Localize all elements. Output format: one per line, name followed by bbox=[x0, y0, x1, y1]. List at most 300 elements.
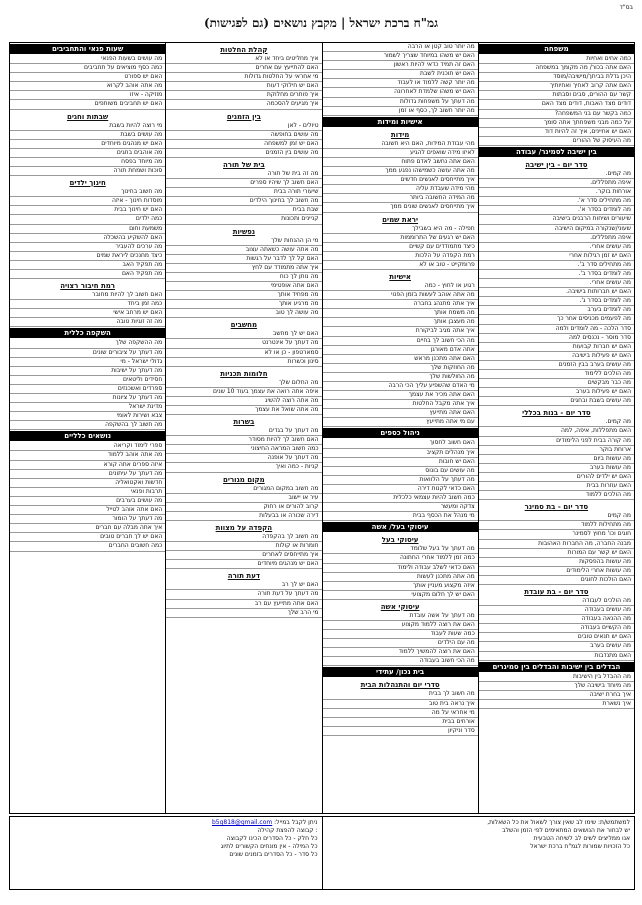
topic-question: מה עושים עם בונוס bbox=[323, 467, 478, 476]
topic-question: איפה מתפללים. bbox=[479, 179, 634, 188]
topic-question: מה קמים. bbox=[479, 170, 634, 179]
topic-section bbox=[10, 176, 165, 279]
topic-section bbox=[10, 430, 165, 551]
topic-question: סמארטפון - כן או לא bbox=[166, 349, 321, 358]
topic-section bbox=[166, 473, 321, 521]
section-heading: נושאים כלליים bbox=[10, 431, 165, 441]
topic-question: כמה ילדים bbox=[10, 215, 165, 224]
topic-question: קרוב להורים או רחוק bbox=[166, 503, 321, 512]
footer-line bbox=[14, 851, 318, 859]
topic-question: מה עושים בעבודה bbox=[479, 606, 634, 615]
section-heading: עיסוקי בעל/ אשה bbox=[323, 522, 478, 532]
footer-line bbox=[14, 835, 318, 843]
topic-question: לאיזו מידה שואפים להגיע bbox=[323, 149, 478, 158]
topic-question: מה דעתך על דעת תורה bbox=[166, 590, 321, 599]
topic-question: היכן גדלת בביתך/מישיבה/מוסד bbox=[479, 73, 634, 82]
topic-question: האם יש חילוקי דעות bbox=[166, 82, 321, 91]
topic-question: כמה שעות לעבוד bbox=[323, 630, 478, 639]
topic-question: מה מעצבן אותך bbox=[323, 318, 478, 327]
topic-question: סינון וכשרות bbox=[166, 358, 321, 367]
topic-column bbox=[322, 43, 478, 813]
topic-question: מה אתה שואל את עצמך bbox=[166, 406, 321, 415]
section-heading: אישיות ומידות bbox=[323, 117, 478, 127]
section-heading: נפשיות bbox=[232, 227, 256, 236]
topic-question: האם אתה מתייעץ עם רב bbox=[166, 600, 321, 609]
page-title: גמ"ח ברכת ישראל | מקבץ נושאים (גם לפגישות) bbox=[203, 16, 439, 30]
section-heading: דעת תורה bbox=[227, 572, 260, 581]
topic-question: האם יש ספורט bbox=[10, 73, 165, 82]
topic-question: מה ערכים להעביר bbox=[10, 243, 165, 252]
footer-notes bbox=[322, 817, 635, 889]
topic-question: האם יש חובות bbox=[323, 458, 478, 467]
topic-section bbox=[166, 521, 321, 569]
topic-question: איך מגיעים להסכמה bbox=[166, 100, 321, 109]
topic-question: האם להשקיע בהשכלה bbox=[10, 234, 165, 243]
topic-question: עיר או יישוב bbox=[166, 494, 321, 503]
topic-question: מה הקשיים בעבודה bbox=[479, 624, 634, 633]
topic-question: מבנה החברה, מה החברות האהובות bbox=[479, 540, 634, 549]
topic-question: האם יש משהו שלמדת לאחרונה bbox=[323, 88, 478, 97]
topic-question: מה ההנאה בעבודה bbox=[479, 615, 634, 624]
topic-section bbox=[479, 146, 634, 158]
section-heading: רמת חיבור רצויה bbox=[60, 282, 115, 291]
topic-question: מה משמח אותך bbox=[323, 309, 478, 318]
topic-question: האם אתה נחשב לאדם פתוח bbox=[323, 158, 478, 167]
topic-question: האם כדאי לקנות דירה bbox=[323, 485, 478, 494]
topic-question: האם יש חברות קבועות bbox=[479, 343, 634, 352]
section-heading: בין הזמנים bbox=[226, 112, 261, 121]
topic-question: סדר הלכה - מה לומדים ולמה bbox=[479, 325, 634, 334]
topic-question: מה עושים בחופשה bbox=[166, 131, 321, 140]
topic-question: האם יש לך חברים טובים bbox=[10, 533, 165, 542]
topic-question: מי האדם שהשפיע עליך הכי הרבה bbox=[323, 382, 478, 391]
topic-question: מה מיוחד בפסח bbox=[10, 158, 165, 167]
topic-section bbox=[323, 43, 478, 116]
topic-question: מה יותר חשוב לך, כסף או זמן bbox=[323, 107, 478, 116]
section-heading: סדרי יום והתנהלות הבית bbox=[360, 681, 440, 690]
topic-question: האם יש זמן רגילות אחרי bbox=[479, 252, 634, 261]
document-page bbox=[9, 4, 633, 894]
topic-question: האם אתה אוהב לטייל bbox=[10, 506, 165, 515]
topic-question: איך אתה מתמודד עם לחץ bbox=[166, 264, 321, 273]
topic-question: מה החולשות שלך bbox=[323, 373, 478, 382]
topic-question: האם כדאי לשלב עבודה ולימוד bbox=[323, 564, 478, 573]
section-heading: יראת שמים bbox=[382, 215, 419, 224]
topic-question: מה עושים בשבת bbox=[10, 131, 165, 140]
topic-question: האם יש משהו במיוחד שצריך לשמור bbox=[323, 52, 478, 61]
topic-question: על כמה מבני משפחתך אתה סומך bbox=[479, 119, 634, 128]
section-heading: ניהול כספים bbox=[323, 428, 478, 438]
contact-email-link[interactable]: b5g818@gmail.com bbox=[211, 819, 273, 826]
topics-grid bbox=[9, 42, 635, 814]
section-heading: שבתות וחגים bbox=[66, 112, 109, 121]
topic-question: מה כבר מבקשים bbox=[479, 379, 634, 388]
topic-question: איך אתה מתנהג בחברה bbox=[323, 300, 478, 309]
topic-question: האם אתה אופטימי bbox=[166, 282, 321, 291]
topic-question: כיצד מתמודדים עם קשיים bbox=[323, 243, 478, 252]
topic-question: האם יש זמן למשפחה bbox=[166, 140, 321, 149]
topic-section bbox=[323, 213, 478, 270]
topic-question: סדר מוסר - נכנסים למה bbox=[479, 334, 634, 343]
footer bbox=[9, 816, 635, 890]
footer-line: כל הזכויות שמורות לגמ"ח ברכת ישראל bbox=[530, 843, 630, 850]
topic-section bbox=[166, 569, 321, 617]
topic-question: איך מנהלים תקציב bbox=[323, 449, 478, 458]
topic-question: מה לומדים בסדר א'. bbox=[479, 206, 634, 215]
topic-question: מה זה בית של תורה bbox=[166, 170, 321, 179]
topic-question: האם יש ילדים להורים bbox=[479, 473, 634, 482]
footer-line: למשתמש/ת: שימו לב שאין צורך לשאול את כל השאלות, bbox=[487, 819, 630, 826]
topic-question: כמה חשוב המראה החיצוני bbox=[166, 445, 321, 454]
topic-question: האם הולכות לחוגים bbox=[479, 576, 634, 585]
topic-question: האם יש תחביבים משותפים bbox=[10, 100, 165, 109]
topic-section bbox=[323, 533, 478, 600]
topic-question: מוזיקה - איזו bbox=[10, 91, 165, 100]
section-heading: סדר יום - בת סמינר bbox=[524, 503, 589, 512]
section-heading: סדר יום - בת עובדת bbox=[524, 587, 589, 596]
topic-question: מה מיוחד בישיבה שלך bbox=[479, 682, 634, 691]
section-heading: בין ישיבה לסמינר/ עבודה bbox=[479, 147, 634, 157]
section-heading: אישיות bbox=[389, 272, 411, 281]
topic-question: סדר וניקיון bbox=[323, 727, 478, 736]
topic-question: מה עושים בערב bbox=[479, 642, 634, 651]
topic-question: מה דעתך על משפחות גדולות bbox=[323, 98, 478, 107]
topic-question: מה אתה מתכנן לעשות bbox=[323, 573, 478, 582]
topic-question: מה אתה אוהב ללמוד bbox=[10, 451, 165, 460]
topic-question: מה קמים. bbox=[479, 418, 634, 427]
topic-question: איפה אתה רואה את עצמך בעוד 10 שנים bbox=[166, 388, 321, 397]
footer-line bbox=[14, 843, 318, 851]
topic-question: סוכות ושמחת תורה bbox=[10, 167, 165, 176]
footer-line-text: כל סדר - כל הסדרים בזמנים שונים bbox=[229, 851, 318, 858]
topic-question: מה תפקיד האם bbox=[10, 270, 165, 279]
topic-question: מה ההשקפה שלך bbox=[10, 339, 165, 348]
topic-question: רגוע או לחוץ - כמה bbox=[323, 282, 478, 291]
topic-question: מה החוזקות שלך bbox=[323, 364, 478, 373]
topic-question: מה הולכים ללמוד bbox=[479, 491, 634, 500]
topic-question: טיולים - לאן bbox=[166, 122, 321, 131]
topic-question: איפה מתפללים. bbox=[479, 234, 634, 243]
topic-question: האם חשוב לך להיות מסודר bbox=[166, 436, 321, 445]
section-heading: חינוך ילדים bbox=[69, 179, 106, 188]
topic-question: כמה בקשר עם בני המשפחה? bbox=[479, 110, 634, 119]
topic-question: מה יותר טוב קטן או הרבה bbox=[323, 43, 478, 52]
topic-question: מה יותר קשה ללמוד או לעבוד bbox=[323, 79, 478, 88]
topic-question: האם יש לך חלום מקצועי bbox=[323, 591, 478, 600]
topic-question: האם אתה מתכנן מראש bbox=[323, 355, 478, 364]
footer-line-text: כל המילה - אין מונחים הקשורים לתיוג bbox=[220, 843, 318, 850]
topic-question: מה לומדים בסדר ג'. bbox=[479, 297, 634, 306]
topic-question: מה חשוב במקום המגורים bbox=[166, 485, 321, 494]
topic-section bbox=[10, 279, 165, 327]
topic-section bbox=[166, 367, 321, 415]
topic-section bbox=[323, 270, 478, 428]
topic-question: מה דעתך על בגדים bbox=[166, 427, 321, 436]
topic-question: מה דעתך על אופנה bbox=[166, 454, 321, 463]
topic-question: כמה זמן ביחד bbox=[10, 300, 165, 309]
topic-question: האם זה תמיד כדאי להיות ראשון bbox=[323, 61, 478, 70]
topic-section bbox=[479, 585, 634, 661]
topic-question: מה העיסוק של ההורים bbox=[479, 137, 634, 146]
topic-question: מה הכי חשוב לך בחיים bbox=[323, 337, 478, 346]
section-heading: בית נכון/ עתידי bbox=[323, 667, 478, 677]
topic-question: מה עושות בערב bbox=[479, 464, 634, 473]
topic-question: האם מתנדבות bbox=[479, 652, 634, 661]
topic-question: מי אחראי על החלטות גדולות bbox=[166, 73, 321, 82]
topic-question: מה אוהבים בחגים bbox=[10, 149, 165, 158]
topic-question: איך מחליטים ביחד או לא bbox=[166, 55, 321, 64]
topic-question: קניות - כמה ואיך bbox=[166, 463, 321, 472]
topic-section bbox=[323, 600, 478, 667]
footer-line bbox=[14, 827, 318, 835]
topic-question: מה החלום שלך bbox=[166, 379, 321, 388]
topic-question: מה עושות אחרי הלימודים bbox=[479, 567, 634, 576]
topic-question: מה עושים בין הזמנים bbox=[166, 149, 321, 158]
topic-section bbox=[479, 43, 634, 146]
topic-question: האם קל לך לדבר על רגשות bbox=[166, 255, 321, 264]
topic-question: מה מפחיד אותך bbox=[166, 291, 321, 300]
footer-line-text: ניתן לקבל במייל: bbox=[272, 819, 318, 826]
topic-question: מה דעתך על אינטרנט bbox=[166, 339, 321, 348]
topic-question: האם את רוצה ללמוד מקצוע bbox=[323, 621, 478, 630]
topic-question: שיעורי תורה בבית bbox=[166, 188, 321, 197]
topic-question: מה עושים בערבים bbox=[10, 497, 165, 506]
topic-question: האם יש תנאים טובים bbox=[479, 633, 634, 642]
topic-question: האם את רוצה להמשיך ללמוד bbox=[323, 648, 478, 657]
topic-question: דירה שכורה או בבעלות bbox=[166, 512, 321, 521]
topic-question: תפילה - מה היא בשבילך bbox=[323, 225, 478, 234]
topic-question: מה תפקיד האב bbox=[10, 261, 165, 270]
topic-question: שעוני/שנקורה במיקום הישיבה bbox=[479, 225, 634, 234]
topic-question: מה קמים bbox=[479, 512, 634, 521]
footer-contact bbox=[10, 817, 322, 889]
section-heading: סדר יום - בין ישיבה bbox=[525, 160, 588, 169]
footer-line-text: : קבוצה להפצת קהילה bbox=[257, 827, 318, 834]
topic-question: מה הולכים לעבודה bbox=[479, 597, 634, 606]
topic-section bbox=[323, 128, 478, 213]
topic-section bbox=[166, 415, 321, 472]
topic-question: איך אתה מקבל החלטות bbox=[323, 400, 478, 409]
topic-section bbox=[10, 43, 165, 110]
topic-question: איך אתה מבלה עם חברים bbox=[10, 524, 165, 533]
topic-question: מי רוצה להיות בשבת bbox=[10, 122, 165, 131]
topic-question: מה ההבדל בין הישיבות bbox=[479, 673, 634, 682]
topic-question: האם להתייעץ עם אחרים bbox=[166, 64, 321, 73]
topic-question: קשר עם ההורים, סבים וסבתות bbox=[479, 91, 634, 100]
topic-question: מה דעתך על ישיבות bbox=[10, 367, 165, 376]
topic-column bbox=[478, 43, 634, 813]
topic-section bbox=[166, 43, 321, 110]
topic-question: האם עוזרות בבית bbox=[479, 482, 634, 491]
topic-column bbox=[10, 43, 165, 813]
footer-line: יש לבחור את הנושאים המתאימים לפי הזמן והשלב bbox=[502, 827, 630, 834]
topic-question: מה עם הילדים bbox=[323, 639, 478, 648]
topic-question: מה דעתך על אשה עובדת bbox=[323, 612, 478, 621]
topic-question: מה עושות בהפסקות bbox=[479, 558, 634, 567]
topic-section bbox=[323, 666, 478, 678]
topic-question: כיצד מחנכים ליראת שמים bbox=[10, 252, 165, 261]
topic-question: מה חשוב לך בהקפדה bbox=[166, 533, 321, 542]
topic-question: האם יש פעילות בישיבה bbox=[479, 352, 634, 361]
topic-question: מה אתה רוצה להשיג bbox=[166, 397, 321, 406]
topic-question: מי אחראי על מה bbox=[323, 709, 478, 718]
topic-question: כמה זמן ללמוד אחרי החתונה bbox=[323, 554, 478, 563]
topic-question: כמה חשוב להיות עצמאי כלכלית bbox=[323, 494, 478, 503]
topic-question: דודים מצד האבות, דודים מצד האם bbox=[479, 100, 634, 109]
topic-question: האם יש מנהגים מיוחדים bbox=[166, 560, 321, 569]
topic-question: מה לומדים בערב bbox=[479, 306, 634, 315]
topic-section bbox=[166, 110, 321, 158]
topic-question: מה נותן לך כוח bbox=[166, 273, 321, 282]
topic-question: האם יש לך מחשב bbox=[166, 330, 321, 339]
topic-question: תרבות ופנאי bbox=[10, 488, 165, 497]
section-heading: קהלת החלטות bbox=[220, 46, 268, 54]
topic-question: מה מתחילות ללמוד bbox=[479, 521, 634, 530]
topic-question: גדולי ישראל - מי bbox=[10, 358, 165, 367]
topic-question: מה עושים אחרי. bbox=[479, 279, 634, 288]
topic-question: האם אתה קרוב לאחיך ואחיותיך bbox=[479, 82, 634, 91]
topic-question: איך מתייחסים לאחרים bbox=[166, 551, 321, 560]
topic-question: האם יש קשר עם המורות bbox=[479, 549, 634, 558]
topic-question: מה אתה עושה כשמישהו נפגע ממך bbox=[323, 167, 478, 176]
topic-question: האם יש פעילות בערב bbox=[479, 388, 634, 397]
topic-question: אתה אדם מאורגן bbox=[323, 346, 478, 355]
topic-section bbox=[10, 110, 165, 177]
topic-question: כמה כסף מוציאים על תחביבים bbox=[10, 64, 165, 73]
topic-question: איך נראה בית טוב bbox=[323, 700, 478, 709]
topic-question: מה מתחילים סדר ב'. bbox=[479, 261, 634, 270]
topic-question: איך בחרת ישיבה bbox=[479, 691, 634, 700]
topic-question: האם מתפללות, איפה, למה bbox=[479, 427, 634, 436]
topic-question: מה המידה החשובה ביותר bbox=[323, 194, 478, 203]
topic-question: חוגים וכו' מחוץ לסמינר bbox=[479, 530, 634, 539]
topic-question: מי הן ההנחות שלך bbox=[166, 237, 321, 246]
topic-question: מה דעתך על ציונות bbox=[10, 394, 165, 403]
topic-question: מי הרב שלך bbox=[166, 609, 321, 618]
section-heading: מקום מגורים bbox=[223, 475, 265, 484]
topic-question: מה מרגיע אותך bbox=[166, 300, 321, 309]
topic-question: אורחות בוקר. bbox=[479, 188, 634, 197]
topic-question: אורחים בבית bbox=[323, 718, 478, 727]
topic-section bbox=[323, 116, 478, 128]
footer-line-text: כל חלק - כל הסדרים הכינו לקבוצה bbox=[226, 835, 318, 842]
section-heading: משפחה bbox=[479, 44, 634, 54]
topic-question: האם יש תוכנית לשבת bbox=[323, 70, 478, 79]
topic-section bbox=[479, 500, 634, 585]
topic-question: מה קורה בבית לפני הלימודים bbox=[479, 437, 634, 446]
topic-question: פרומקייט - טוב או לא bbox=[323, 261, 478, 270]
topic-question: מה דעתך על עיתונים bbox=[10, 470, 165, 479]
topic-question: שבת בבית bbox=[166, 206, 321, 215]
section-heading: סדר יום - בנות בכללי bbox=[522, 409, 591, 418]
topic-question: האם אתה מתייעץ bbox=[323, 409, 478, 418]
section-heading: הקפדה על מצוות bbox=[215, 523, 273, 532]
topic-question: ספרי לימוד וקריאה bbox=[10, 442, 165, 451]
topic-section bbox=[166, 225, 321, 319]
topic-question: מה עושים אחרי. bbox=[479, 243, 634, 252]
topic-question: איך אתה מגיב לביקורת bbox=[323, 327, 478, 336]
topic-question: מה עושים בשעות הפנאי bbox=[10, 55, 165, 64]
topic-question: מה עושים בשבת ובחגים bbox=[479, 397, 634, 406]
section-heading: הבדלים בין ישיבות והבדלים בין סמינרים bbox=[479, 662, 634, 672]
topic-question: האם יש מנהגים מיוחדים bbox=[10, 140, 165, 149]
topic-column bbox=[165, 43, 321, 813]
topic-question: איך נשארת bbox=[479, 700, 634, 709]
topic-question: מה דעתך על הומור bbox=[10, 515, 165, 524]
topic-question: האם חשוב לך שיהיו ספרים bbox=[166, 179, 321, 188]
topic-question: האם יש לך רב bbox=[166, 581, 321, 590]
topic-question: מהי עבודת המידות, האם היא חשובה bbox=[323, 140, 478, 149]
section-heading: מחשבים bbox=[230, 321, 258, 330]
topic-question: חומרות או קולות bbox=[166, 542, 321, 551]
topic-question: עם מי אתה מתייעץ bbox=[323, 418, 478, 427]
topic-question: האם אתה מכיר את עצמך bbox=[323, 391, 478, 400]
section-heading: בית של תורה bbox=[223, 160, 265, 169]
topic-question: האם יש חינוך בבית bbox=[10, 206, 165, 215]
topic-question: איך מתייחסים לאנשים שונים ממך bbox=[323, 203, 478, 212]
topic-section bbox=[10, 327, 165, 430]
topic-question: איזה מקצוע מעניין אותך bbox=[323, 582, 478, 591]
topic-question: האם יש חברותות בישיבה. bbox=[479, 288, 634, 297]
topic-question: קניינים ותכונות bbox=[166, 215, 321, 224]
topic-question: כמה חשובים החברים bbox=[10, 542, 165, 551]
topic-question: מה אתה אוהב לקרוא bbox=[10, 82, 165, 91]
topic-question: ארוחת בוקר bbox=[479, 446, 634, 455]
section-heading: שעות פנאי והתחביבים bbox=[10, 44, 165, 54]
topic-question: מה דעתך על ציבורים שונים bbox=[10, 349, 165, 358]
topic-question: חסידים וליטאים bbox=[10, 376, 165, 385]
topic-question: איך מתייחסים לאנשים חדשים bbox=[323, 176, 478, 185]
topic-section bbox=[323, 678, 478, 735]
footer-line: אנו ממליצים לשים לב לשיחה הטבעית bbox=[533, 835, 630, 842]
section-heading: עיסוקי אשה bbox=[380, 602, 420, 611]
topic-question: מה חשוב בחינוך bbox=[10, 188, 165, 197]
topic-question: איך פותרים מחלוקת bbox=[166, 91, 321, 100]
topic-question: מה עושה לך טוב bbox=[166, 309, 321, 318]
topic-question: מה לומדים בסדר ב'. bbox=[479, 270, 634, 279]
topic-section bbox=[323, 521, 478, 533]
topic-question: איזה ספרים אתה קורא bbox=[10, 461, 165, 470]
topic-question: שיעורים ושיחות הרבנים בישיבה bbox=[479, 215, 634, 224]
topic-section bbox=[479, 158, 634, 406]
topic-question: מה דעתך על בעל שלומד bbox=[323, 545, 478, 554]
topic-question: רמת הקפדה על הלכות bbox=[323, 252, 478, 261]
topic-question: צבא ושירות לאומי bbox=[10, 412, 165, 421]
topic-section bbox=[479, 406, 634, 500]
topic-question: האם חשוב לך להיות מחובר bbox=[10, 291, 165, 300]
topic-question: האם חשוב לחסוך bbox=[323, 439, 478, 448]
topic-question: מה אתה עושה כשאתה עצוב bbox=[166, 246, 321, 255]
topic-question: מה הולכים ללימוד bbox=[479, 370, 634, 379]
topic-section bbox=[166, 318, 321, 366]
topic-question: האם יש מרחב אישי bbox=[10, 309, 165, 318]
topic-question: מה דעתך על הלוואות bbox=[323, 476, 478, 485]
section-heading: עיסוקי בעל bbox=[381, 536, 419, 545]
topic-question: מה הכי חשוב בעבודה bbox=[323, 657, 478, 666]
section-heading: השקפה כללית bbox=[10, 328, 165, 338]
topic-question: מה מתחילים סדר א'. bbox=[479, 197, 634, 206]
bsd-mark: בס"ד bbox=[619, 4, 633, 11]
topic-question: מה חשוב לך בחינוך הילדים bbox=[166, 197, 321, 206]
topic-question: חדשות ואקטואליה bbox=[10, 479, 165, 488]
topic-question: ספרדים ואשכנזים bbox=[10, 385, 165, 394]
topic-question: מוסדות חינוך - איזה bbox=[10, 197, 165, 206]
topic-question: כמה אחים ואחיות bbox=[479, 55, 634, 64]
topic-question: מה עושים בערב בבין הזמנים bbox=[479, 361, 634, 370]
section-heading: מידות bbox=[390, 130, 410, 139]
topic-question: מי מנהל את הכסף בבית bbox=[323, 512, 478, 521]
section-heading: חלומות תכניות bbox=[220, 369, 268, 378]
